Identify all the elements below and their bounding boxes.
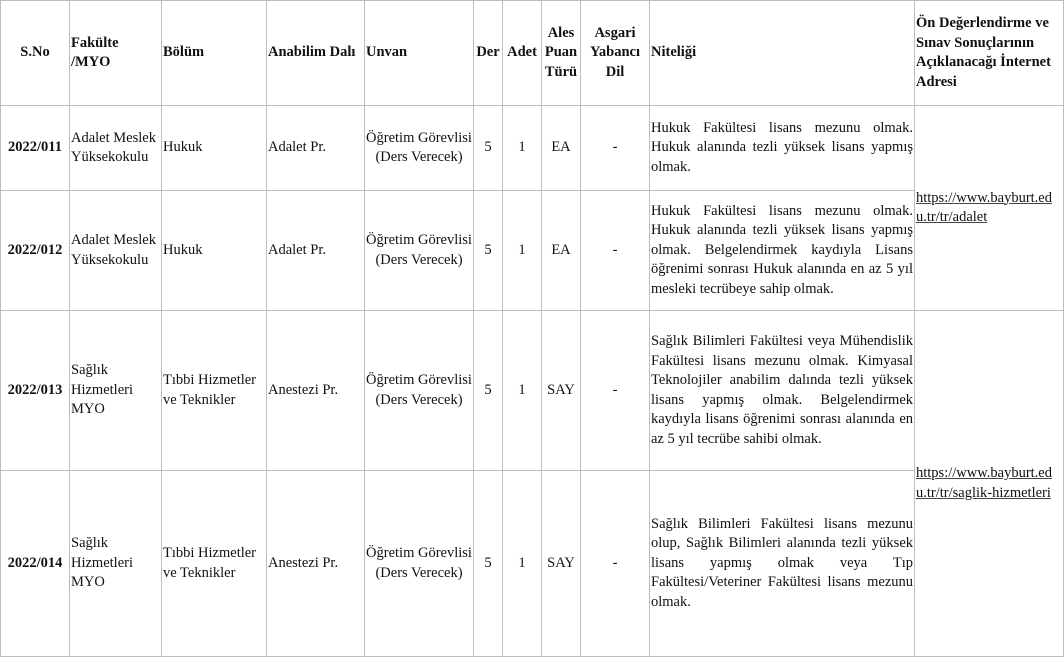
cell-bolum: Hukuk bbox=[162, 106, 267, 191]
table-row bbox=[1, 471, 1064, 657]
header-unvan: Unvan bbox=[365, 1, 474, 106]
cell-der: 5 bbox=[474, 191, 503, 311]
cell-der: 5 bbox=[474, 471, 503, 657]
table-row bbox=[1, 191, 1064, 311]
cell-anabilim: Anestezi Pr. bbox=[267, 311, 365, 471]
cell-fakulte: Adalet Meslek Yüksekokulu bbox=[70, 106, 162, 191]
header-fakulte: Fakülte /MYO bbox=[70, 1, 162, 106]
cell-nitelik: Hukuk Fakültesi lisans mezunu olmak. Hukuk alanında tezli yüksek lisans yapmış olmak. bbox=[650, 106, 915, 191]
cell-sno: 2022/014 bbox=[1, 471, 70, 657]
cell-anabilim: Anestezi Pr. bbox=[267, 471, 365, 657]
cell-dil: - bbox=[581, 311, 650, 471]
link-adalet[interactable]: https://www.bayburt.edu.tr/tr/adalet bbox=[916, 189, 1052, 225]
cell-bolum: Hukuk bbox=[162, 191, 267, 311]
cell-adet: 1 bbox=[503, 191, 542, 311]
header-nitelik: Niteliği bbox=[650, 1, 915, 106]
cell-adres-saglik bbox=[915, 311, 1064, 657]
cell-fakulte: Adalet Meslek Yüksekokulu bbox=[70, 191, 162, 311]
cell-ales: SAY bbox=[542, 311, 581, 471]
cell-dil: - bbox=[581, 106, 650, 191]
cell-fakulte: Sağlık Hizmetleri MYO bbox=[70, 471, 162, 657]
cell-anabilim: Adalet Pr. bbox=[267, 106, 365, 191]
cell-ales: EA bbox=[542, 191, 581, 311]
header-adet: Adet bbox=[503, 1, 542, 106]
cell-sno: 2022/012 bbox=[1, 191, 70, 311]
cell-sno: 2022/013 bbox=[1, 311, 70, 471]
cell-dil: - bbox=[581, 471, 650, 657]
table-row bbox=[1, 106, 1064, 191]
header-bolum: Bölüm bbox=[162, 1, 267, 106]
header-row bbox=[1, 1, 1064, 106]
cell-anabilim: Adalet Pr. bbox=[267, 191, 365, 311]
cell-adres-adalet bbox=[915, 106, 1064, 311]
cell-adet: 1 bbox=[503, 311, 542, 471]
header-ales: Ales Puan Türü bbox=[542, 1, 581, 106]
cell-ales: EA bbox=[542, 106, 581, 191]
cell-nitelik: Hukuk Fakültesi lisans mezunu olmak. Hukuk alanında tezli yüksek lisans yapmış olmak. Belgelendirmek kaydıyla Lisans öğrenimi sonrası Hukuk alanında en az 5 yıl mesleki tecrübeye sahip olmak. bbox=[650, 191, 915, 311]
cell-ales: SAY bbox=[542, 471, 581, 657]
cell-unvan: Öğretim Görevlisi (Ders Verecek) bbox=[365, 471, 474, 657]
header-adres: Ön Değerlendirme ve Sınav Sonuçlarının Açıklanacağı İnternet Adresi bbox=[915, 1, 1064, 106]
cell-adet: 1 bbox=[503, 106, 542, 191]
cell-fakulte: Sağlık Hizmetleri MYO bbox=[70, 311, 162, 471]
header-sno: S.No bbox=[1, 1, 70, 106]
link-saglik[interactable]: https://www.bayburt.edu.tr/tr/saglik-hizmetleri bbox=[916, 465, 1052, 501]
cell-bolum: Tıbbi Hizmetler ve Teknikler bbox=[162, 311, 267, 471]
cell-unvan: Öğretim Görevlisi (Ders Verecek) bbox=[365, 311, 474, 471]
header-anabilim: Anabilim Dalı bbox=[267, 1, 365, 106]
table-row bbox=[1, 311, 1064, 471]
cell-der: 5 bbox=[474, 106, 503, 191]
cell-der: 5 bbox=[474, 311, 503, 471]
cell-nitelik: Sağlık Bilimleri Fakültesi veya Mühendislik Fakültesi lisans mezunu olmak. Kimyasal Teknolojiler anabilim dalında tezli yüksek lisans yapmış olmak. Belgelendirmek kaydıyla lisans öğrenimi sonrası alanında en az 5 yıl tecrübe sahibi olmak. bbox=[650, 311, 915, 471]
cell-unvan: Öğretim Görevlisi (Ders Verecek) bbox=[365, 191, 474, 311]
header-der: Der bbox=[474, 1, 503, 106]
header-dil: Asgari Yabancı Dil bbox=[581, 1, 650, 106]
cell-adet: 1 bbox=[503, 471, 542, 657]
cell-sno: 2022/011 bbox=[1, 106, 70, 191]
cell-nitelik: Sağlık Bilimleri Fakültesi lisans mezunu olup, Sağlık Bilimleri alanında tezli yüksek lisans yapmış olmak veya Tıp Fakültesi/Veteriner Fakültesi lisans mezunu olmak. bbox=[650, 471, 915, 657]
cell-dil: - bbox=[581, 191, 650, 311]
cell-unvan: Öğretim Görevlisi (Ders Verecek) bbox=[365, 106, 474, 191]
cell-bolum: Tıbbi Hizmetler ve Teknikler bbox=[162, 471, 267, 657]
